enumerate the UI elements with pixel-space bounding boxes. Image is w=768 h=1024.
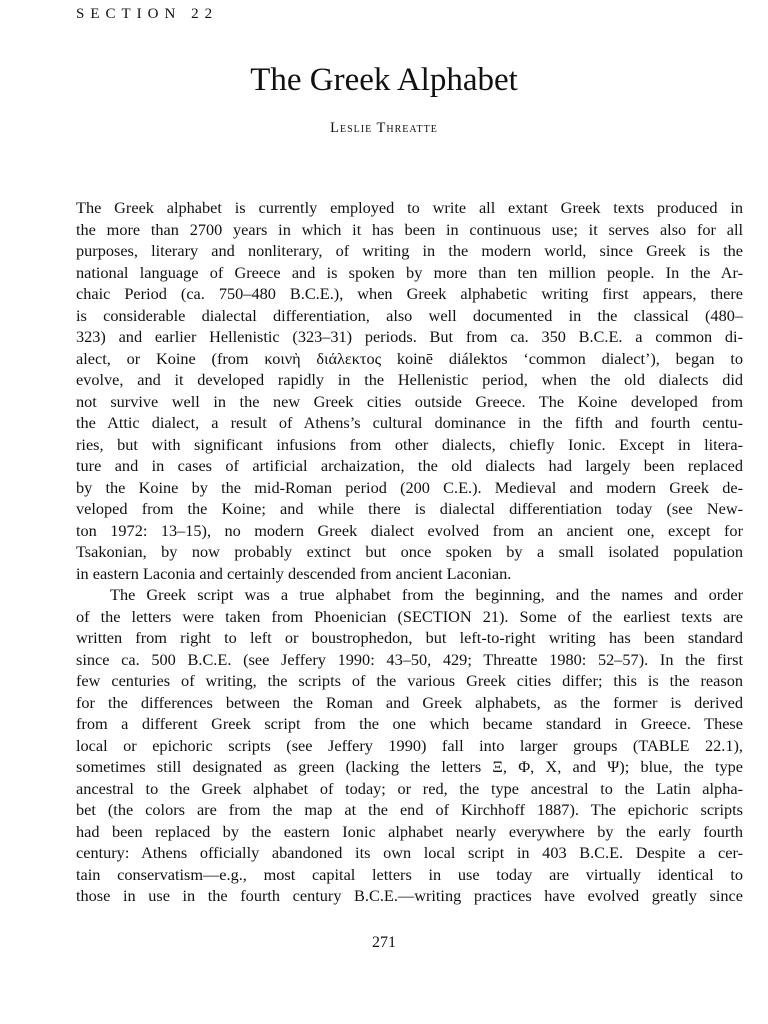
text-line: those in use in the fourth century B.C.E.—writing practices have evolved greatly since xyxy=(76,886,743,905)
text-line: The Greek alphabet is currently employed to write all extant Greek texts produced in xyxy=(76,198,743,217)
text-line: national language of Greece and is spoken by more than ten million people. In the Ar- xyxy=(76,262,743,282)
section-header: SECTION 22 xyxy=(76,6,219,22)
text-line: veloped from the Koine; and while there is dialectal differentiation today (see New- xyxy=(76,499,743,518)
text-line: purposes, literary and nonliterary, of writing in the modern world, since Greek is the xyxy=(76,241,743,260)
text-line: century: Athens officially abandoned its own local script in 403 B.C.E. Despite a cer- xyxy=(76,843,743,862)
paragraph-2 xyxy=(76,584,743,907)
text-line: not survive well in the new Greek cities outside Greece. The Koine developed from xyxy=(76,391,743,411)
paragraph-1 xyxy=(76,197,743,584)
text-line: is considerable dialectal differentiation, also well documented in the classical (480– xyxy=(76,305,743,325)
text-line: alect, or Koine (from κοινὴ διάλεκτος koinē diálektos ‘common dialect’), began to xyxy=(76,348,743,368)
article-body xyxy=(76,197,743,907)
text-line: ton 1972: 13–15), no modern Greek dialect evolved from an ancient one, except for xyxy=(76,520,743,540)
text-line: evolve, and it developed rapidly in the Hellenistic period, when the old dialects did xyxy=(76,370,743,389)
text-line: chaic Period (ca. 750–480 B.C.E.), when Greek alphabetic writing first appears, there xyxy=(76,284,743,303)
text-line: ture and in cases of artificial archaization, the old dialects had largely been replaced xyxy=(76,456,743,475)
text-line: the Attic dialect, a result of Athens’s cultural dominance in the fifth and fourth centu- xyxy=(76,413,743,432)
text-line: local or epichoric scripts (see Jeffery 1990) fall into larger groups (TABLE 22.1), xyxy=(76,735,743,755)
text-line: tain conservatism—e.g., most capital letters in use today are virtually identical to xyxy=(76,864,743,884)
text-line: few centuries of writing, the scripts of the various Greek cities differ; this is the reason xyxy=(76,671,743,690)
text-line: Tsakonian, by now probably extinct but once spoken by a small isolated population xyxy=(76,542,743,561)
text-line: bet (the colors are from the map at the end of Kirchhoff 1887). The epichoric scripts xyxy=(76,800,743,819)
text-line: by the Koine by the mid-Roman period (200 C.E.). Medieval and modern Greek de- xyxy=(76,477,743,497)
text-line: sometimes still designated as green (lacking the letters Ξ, Φ, X, and Ψ); blue, the type xyxy=(76,757,743,776)
text-line: The Greek script was a true alphabet from the beginning, and the names and order xyxy=(110,585,743,604)
text-line: ancestral to the Greek alphabet of today; or red, the type ancestral to the Latin alpha- xyxy=(76,778,743,798)
text-line: for the differences between the Roman and Greek alphabets, as the former is derived xyxy=(76,692,743,712)
article-title: The Greek Alphabet xyxy=(250,62,518,98)
page-number: 271 xyxy=(372,934,396,951)
text-line: written from right to left or boustrophedon, but left-to-right writing has been standard xyxy=(76,628,743,647)
text-line: from a different Greek script from the one which became standard in Greece. These xyxy=(76,714,743,733)
text-line: 323) and earlier Hellenistic (323–31) periods. But from ca. 350 B.C.E. a common di- xyxy=(76,327,743,346)
text-line: the more than 2700 years in which it has been in continuous use; it serves also for all xyxy=(76,219,743,239)
text-line: in eastern Laconia and certainly descended from ancient Laconian. xyxy=(76,563,512,583)
text-line: of the letters were taken from Phoenician (SECTION 21). Some of the earliest texts are xyxy=(76,606,743,626)
text-line: had been replaced by the eastern Ionic alphabet nearly everywhere by the early fourth xyxy=(76,821,743,841)
text-line: ries, but with significant infusions from other dialects, chiefly Ionic. Except in litera- xyxy=(76,434,743,454)
article-author: Leslie Threatte xyxy=(330,120,438,136)
text-line: since ca. 500 B.C.E. (see Jeffery 1990: 43–50, 429; Threatte 1980: 52–57). In the first xyxy=(76,649,743,669)
